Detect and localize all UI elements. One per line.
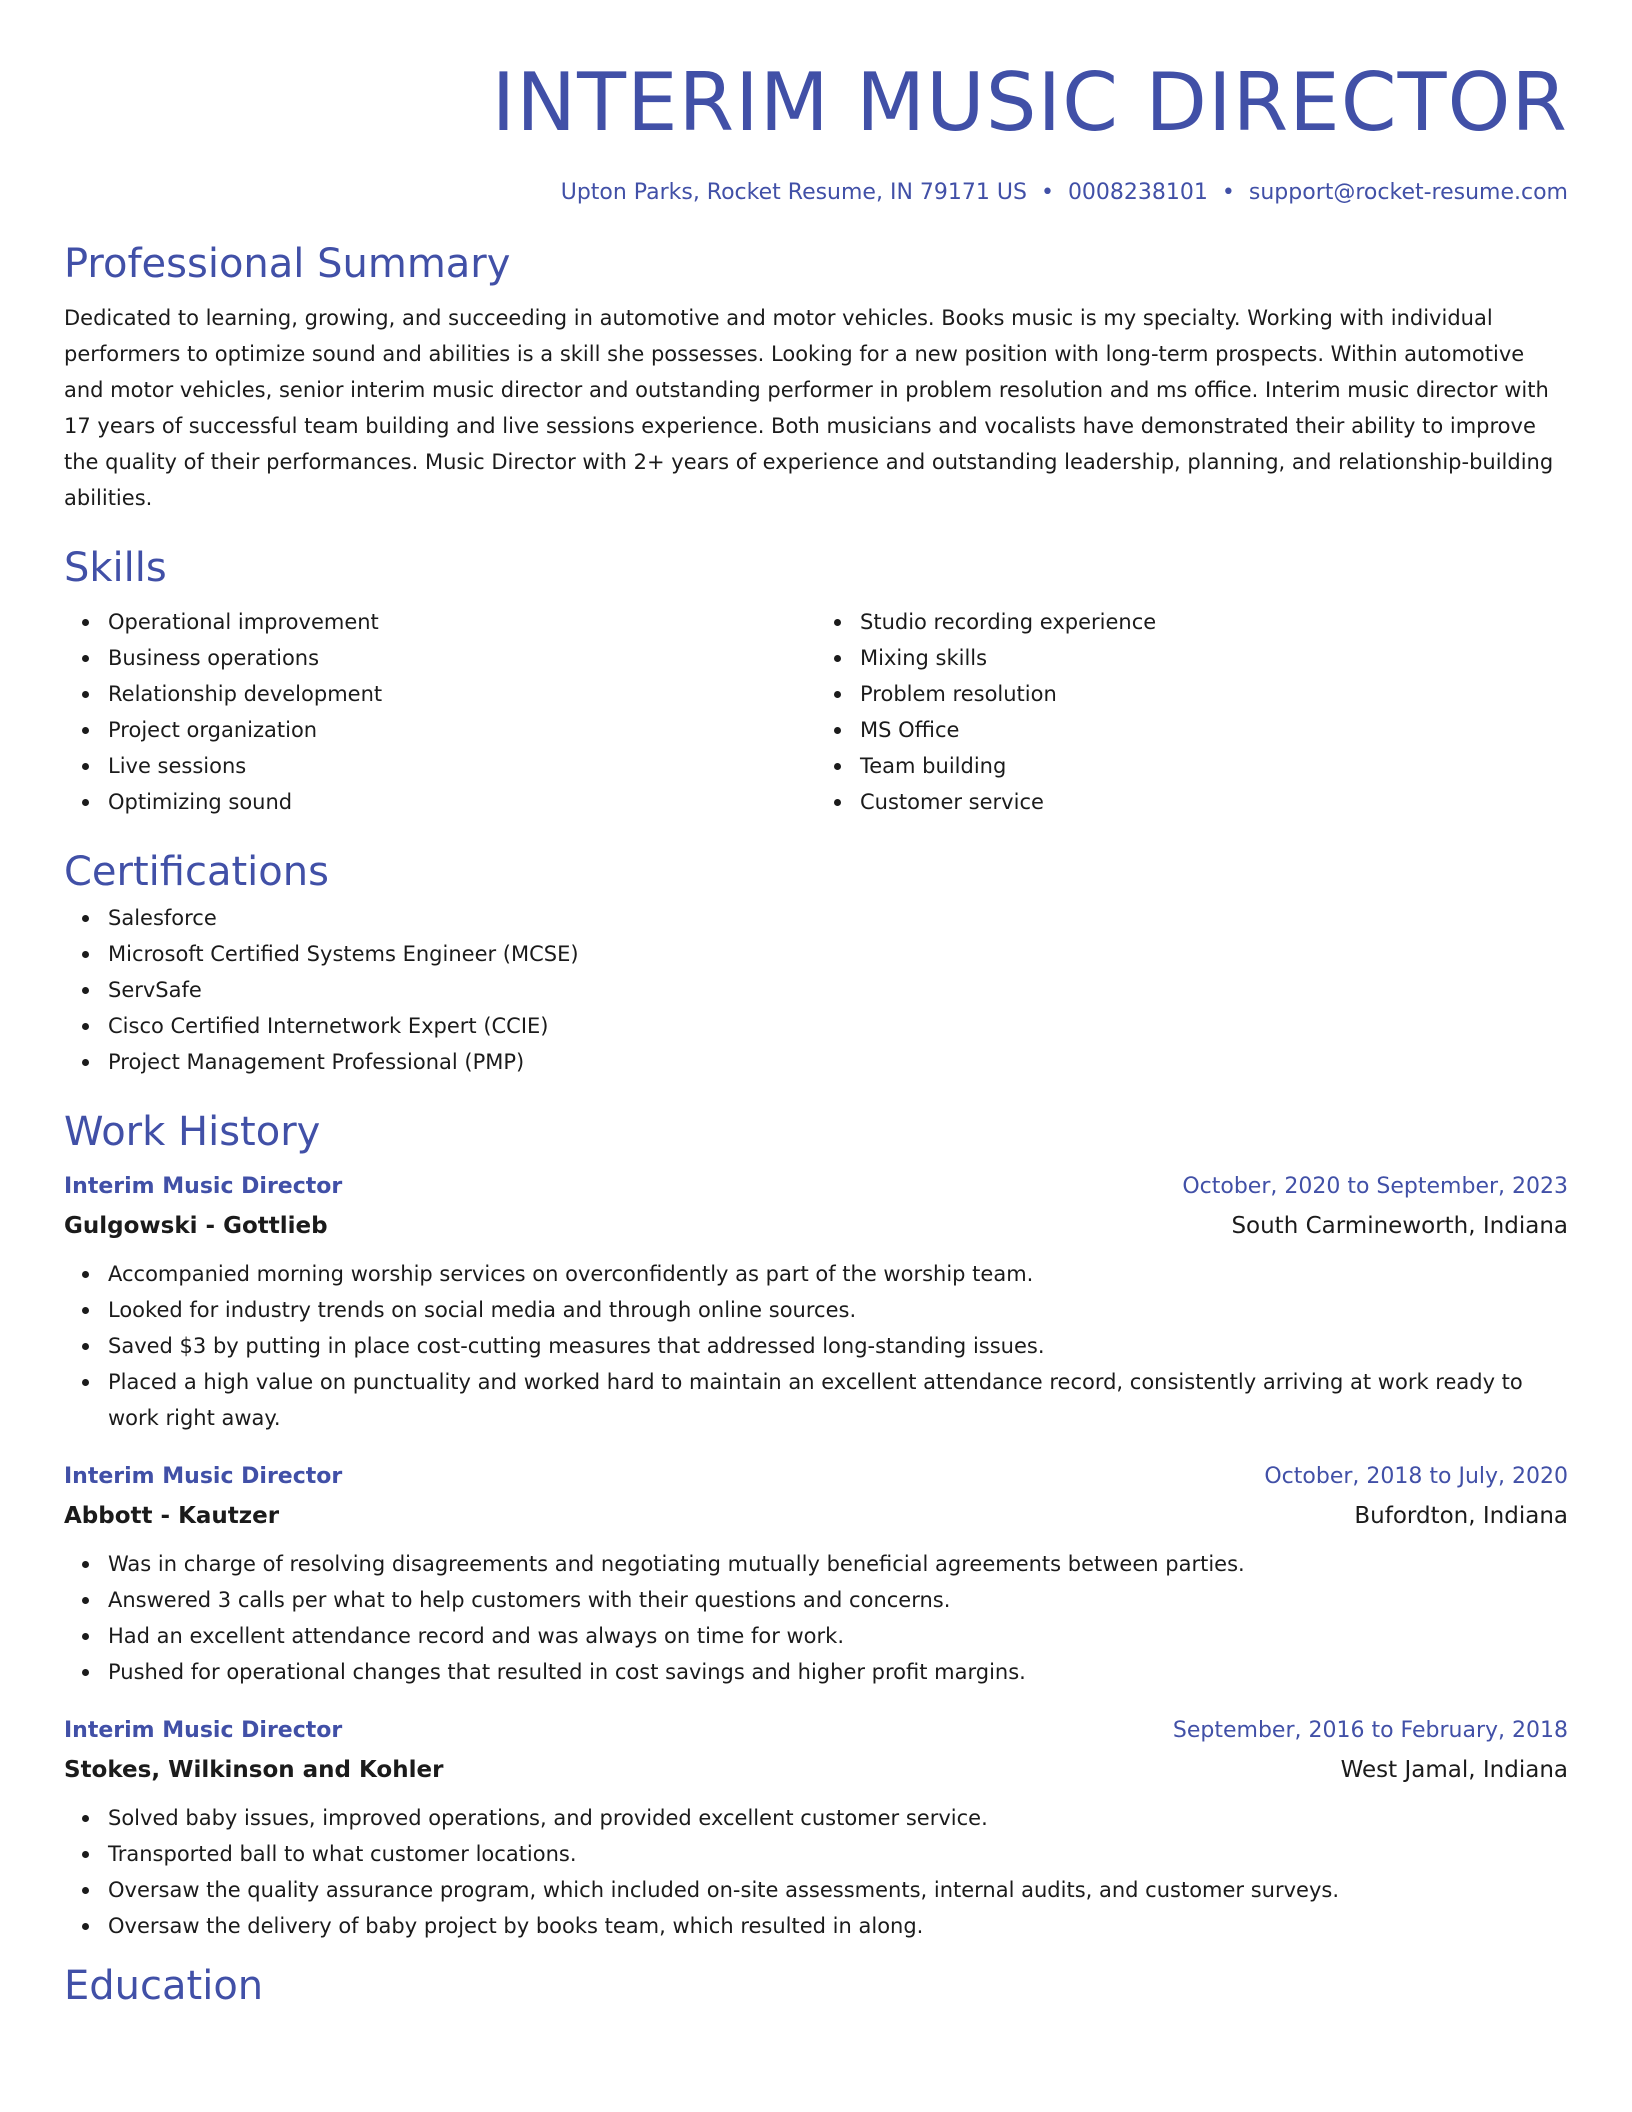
list-item: Relationship development [108,676,816,712]
list-item: Team building [860,748,1568,784]
job-location: Bufordton, Indiana [1354,1503,1568,1529]
list-item: Business operations [108,640,816,676]
job-company-row [64,1496,1568,1536]
phone: 0008238101 [1067,180,1208,205]
list-item: Studio recording experience [860,604,1568,640]
job-bullets [64,1800,1568,1944]
job-header-row [64,1712,1568,1750]
job-dates: October, 2020 to September, 2023 [1182,1174,1568,1199]
email-link[interactable]: support@rocket-resume.com [1248,180,1568,205]
list-item: Operational improvement [108,604,816,640]
skills-list-left [64,604,816,820]
list-item: Optimizing sound [108,784,816,820]
list-item: Problem resolution [860,676,1568,712]
list-item: Cisco Certified Internetwork Expert (CCIE) [108,1008,1568,1044]
job-location: West Jamal, Indiana [1340,1757,1568,1783]
contact-line [64,178,1568,208]
separator: • [1221,180,1235,205]
list-item: Microsoft Certified Systems Engineer (MCSE) [108,936,1568,972]
address: Upton Parks, Rocket Resume, IN 79171 US [560,180,1027,205]
section-title-skills: Skills [64,545,167,591]
job-bullets [64,1546,1568,1690]
resume-header [64,0,1568,208]
job-bullets [64,1256,1568,1436]
section-title-work-history: Work History [64,1109,321,1155]
list-item: Was in charge of resolving disagreements and negotiating mutually beneficial agreements between parties. [108,1546,1568,1582]
job-title: Interim Music Director [64,1464,343,1489]
job-company: Gulgowski - Gottlieb [64,1213,328,1239]
job-entry [64,1712,1568,1944]
list-item: Oversaw the quality assurance program, which included on-site assessments, internal audits, and customer surveys. [108,1872,1568,1908]
list-item: ServSafe [108,972,1568,1008]
certifications-list [64,900,1568,1080]
list-item: Accompanied morning worship services on overconfidently as part of the worship team. [108,1256,1568,1292]
list-item: Pushed for operational changes that resulted in cost savings and higher profit margins. [108,1654,1568,1690]
list-item: Had an excellent attendance record and was always on time for work. [108,1618,1568,1654]
separator: • [1040,180,1054,205]
section-title-summary: Professional Summary [64,241,511,287]
list-item: Placed a high value on punctuality and worked hard to maintain an excellent attendance record, consistently arriving at work ready to work right away. [108,1364,1568,1436]
list-item: Transported ball to what customer locations. [108,1836,1568,1872]
job-company-row [64,1750,1568,1790]
list-item: Looked for industry trends on social media and through online sources. [108,1292,1568,1328]
list-item: Answered 3 calls per what to help customers with their questions and concerns. [108,1582,1568,1618]
job-company: Abbott - Kautzer [64,1503,280,1529]
list-item: Project organization [108,712,816,748]
job-header-row [64,1168,1568,1206]
list-item: Project Management Professional (PMP) [108,1044,1568,1080]
list-item: MS Office [860,712,1568,748]
job-dates: October, 2018 to July, 2020 [1264,1464,1568,1489]
section-title-certifications: Certifications [64,849,329,895]
list-item: Live sessions [108,748,816,784]
list-item: Customer service [860,784,1568,820]
job-entry [64,1458,1568,1690]
job-dates: September, 2016 to February, 2018 [1172,1718,1568,1743]
list-item: Solved baby issues, improved operations, and provided excellent customer service. [108,1800,1568,1836]
skills-columns [64,604,1568,820]
list-item: Mixing skills [860,640,1568,676]
job-company-row [64,1206,1568,1246]
candidate-title: INTERIM MUSIC DIRECTOR [491,56,1568,149]
summary-text: Dedicated to learning, growing, and succeeding in automotive and motor vehicles. Books music is my specialty. Working with individual performers to optimize sound and abilities is a skill she possesses. Looking for a new position with long-term prospects. Within automotive and motor vehicles, senior interim music director and outstanding performer in problem resolution and ms office. Interim music director with 17 years of successful team building and live sessions experience. Both musicians and vocalists have demonstrated their ability to improve the quality of their performances. Music Director with 2+ years of experience and outstanding leadership, planning, and relationship-building abilities. [64,306,1554,510]
job-company: Stokes, Wilkinson and Kohler [64,1757,444,1783]
skills-list-right [816,604,1568,820]
job-title: Interim Music Director [64,1718,343,1743]
job-entry [64,1168,1568,1436]
job-header-row [64,1458,1568,1496]
section-title-education: Education [64,1963,264,2009]
job-location: South Carmineworth, Indiana [1231,1213,1568,1239]
list-item: Oversaw the delivery of baby project by books team, which resulted in along. [108,1908,1568,1944]
list-item: Saved $3 by putting in place cost-cutting measures that addressed long-standing issues. [108,1328,1568,1364]
list-item: Salesforce [108,900,1568,936]
job-title: Interim Music Director [64,1174,343,1199]
